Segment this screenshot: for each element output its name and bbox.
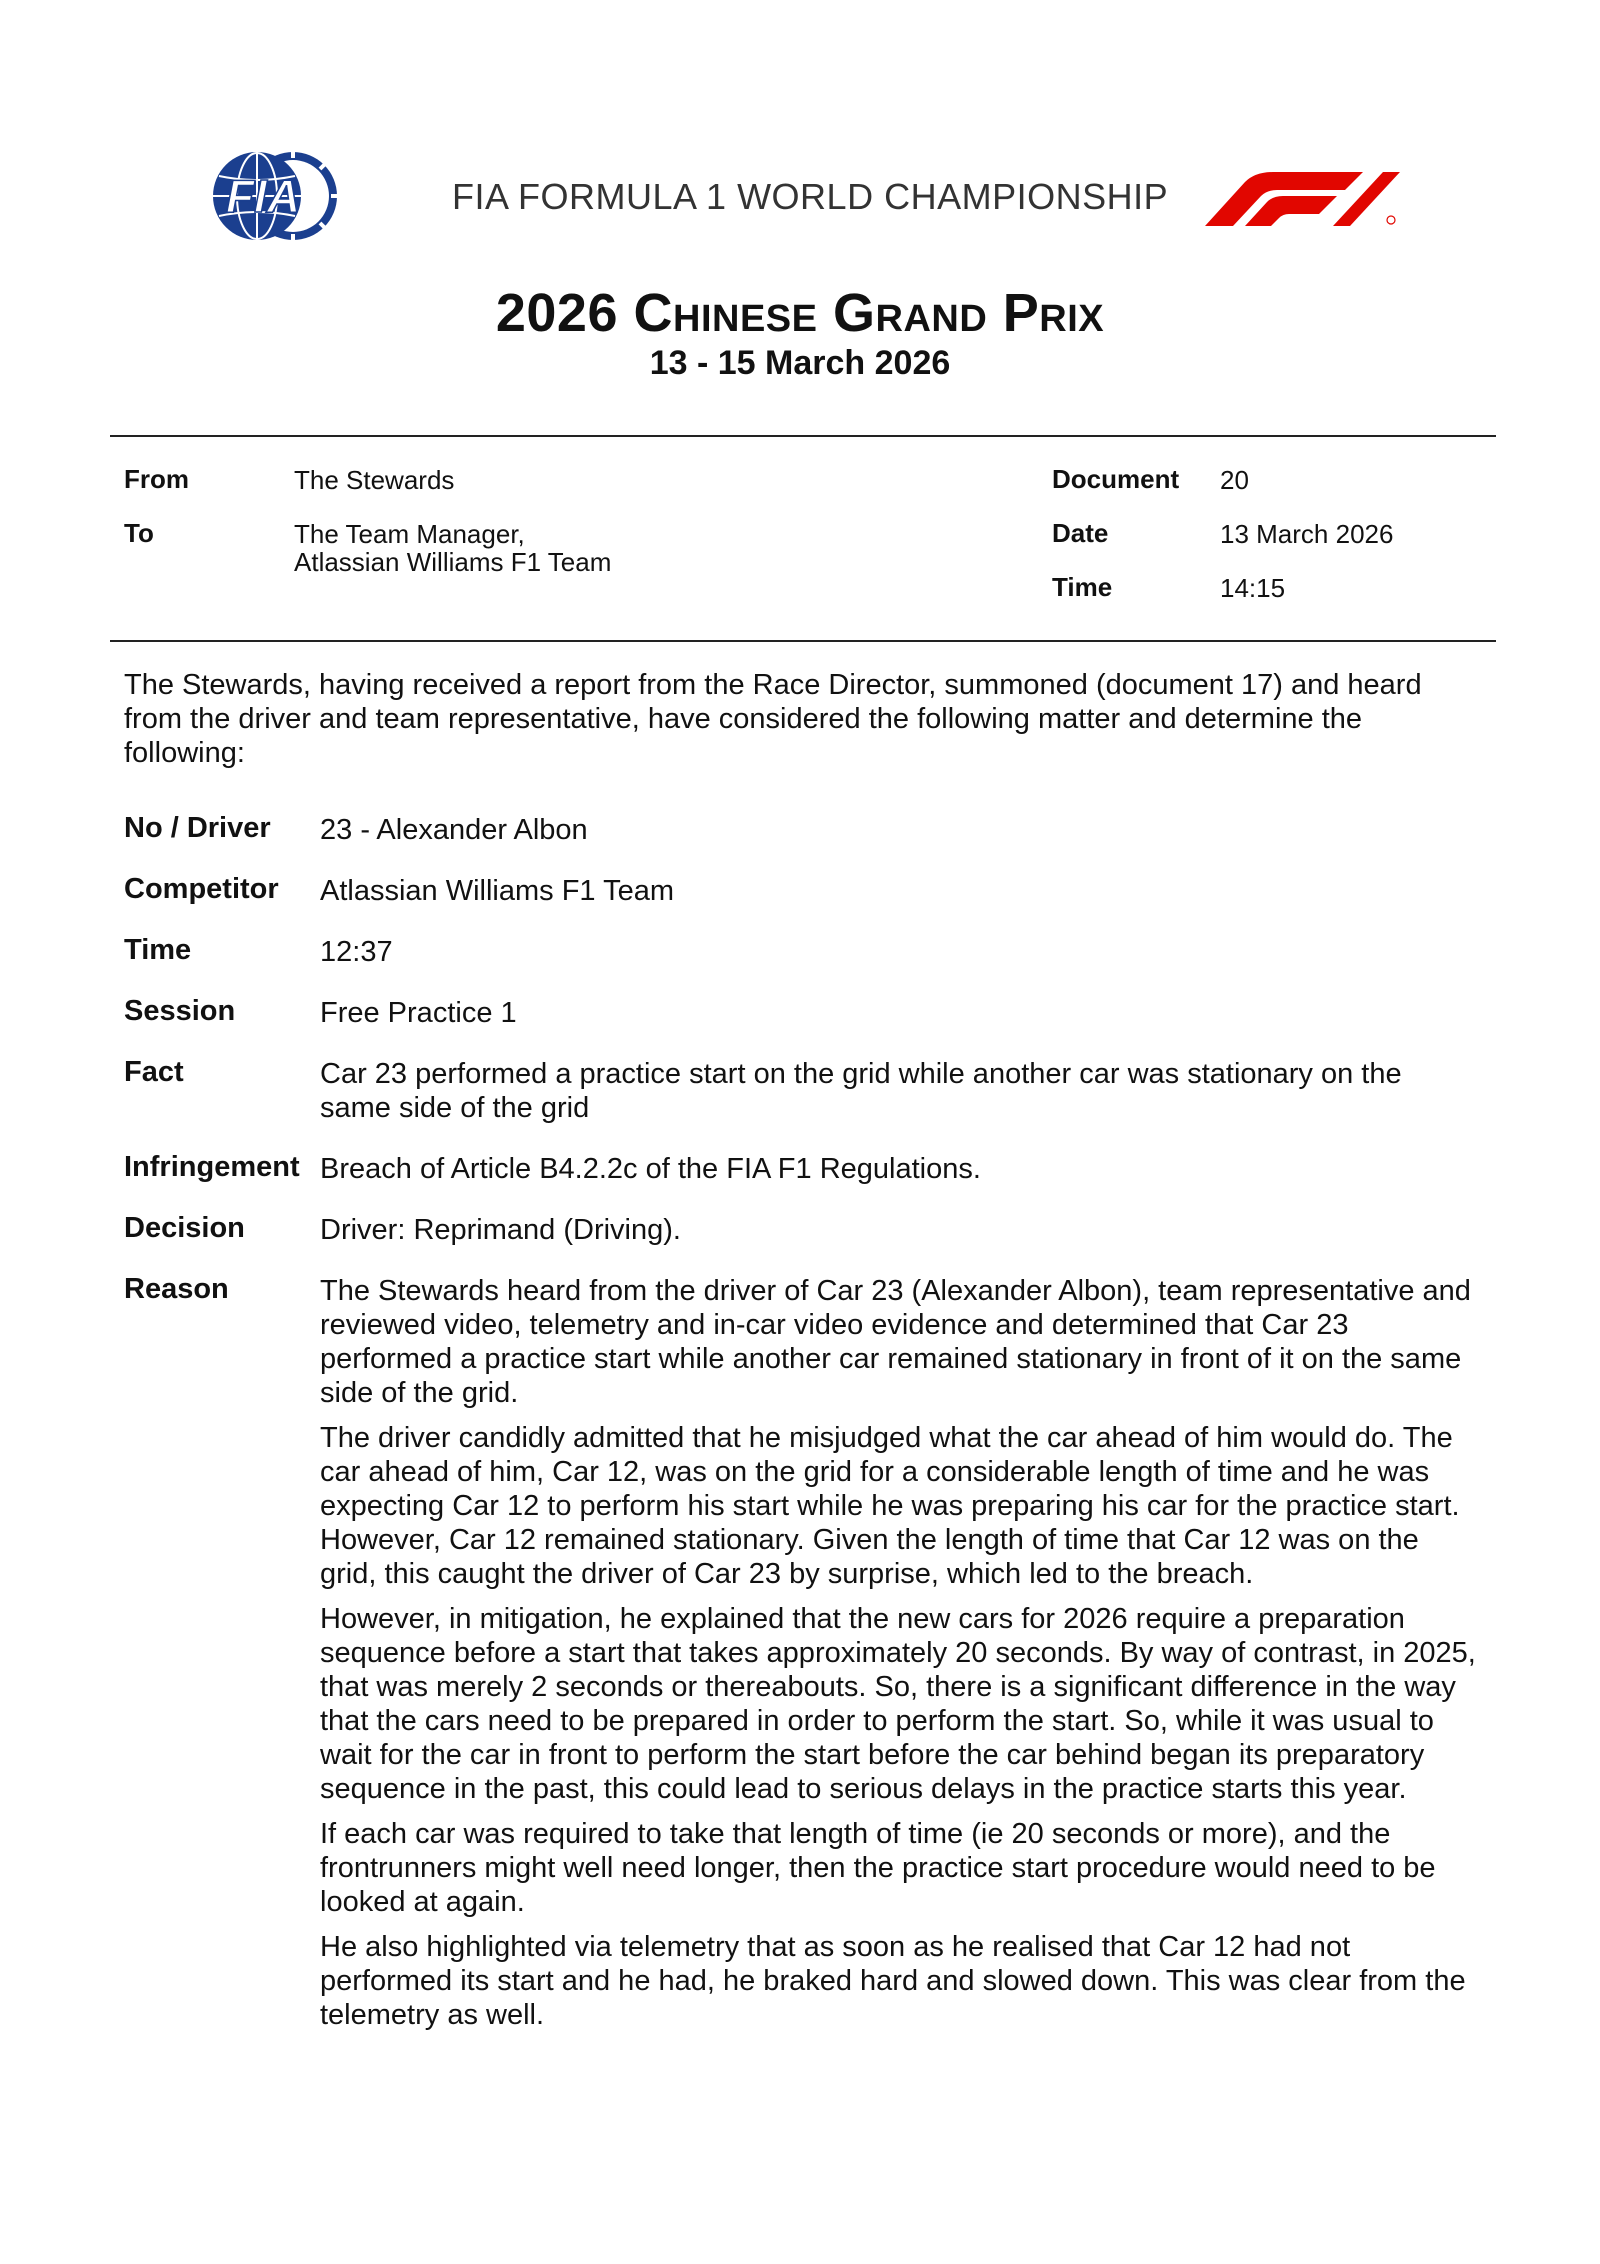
date-label: Date <box>1052 518 1109 548</box>
reason-paragraph: The driver candidly admitted that he misjudged what the car ahead of him would do. The car ahead of him, Car 12, was on the grid for a considerable length of time and he was expecting Car 12 to perform his start while he was preparing his car for the practice start. However, Car 12 remained stationary. Given the length of time that Car 12 was on the grid, this caught the driver of Car 23 by surprise, which led to the breach. <box>320 1422 1460 1590</box>
from-value: The Stewards <box>294 465 455 495</box>
time-label: Time <box>1052 572 1113 602</box>
time-occurred-label: Time <box>124 934 192 966</box>
to-value-line1: The Team Manager, <box>294 519 525 549</box>
header-divider <box>110 435 1496 437</box>
intro-paragraph: The Stewards, having received a report from the Race Director, summoned (document 17) and heard from the driver and team representative, have considered the following matter and determine the following: <box>124 669 1422 769</box>
reason-body <box>320 1274 1480 2043</box>
reason-paragraph: He also highlighted via telemetry that as soon as he realised that Car 12 had not performed its start and he had, he braked hard and slowed down. This was clear from the telemetry as well. <box>320 1931 1466 2031</box>
memo-divider <box>110 640 1496 642</box>
event-dates: 13 - 15 March 2026 <box>649 344 951 382</box>
decision-value: Driver: Reprimand (Driving). <box>320 1214 681 1246</box>
time-value: 14:15 <box>1220 573 1286 603</box>
document-label: Document <box>1052 464 1180 494</box>
competitor-value: Atlassian Williams F1 Team <box>320 875 675 907</box>
session-value: Free Practice 1 <box>320 997 517 1029</box>
championship-title: FIA FORMULA 1 WORLD CHAMPIONSHIP <box>452 176 1169 217</box>
fia-logo-text: FIA <box>225 170 301 222</box>
decision-label: Decision <box>124 1212 245 1244</box>
to-value <box>294 520 611 576</box>
f1-logo <box>1205 170 1400 226</box>
reason-label: Reason <box>124 1273 229 1305</box>
reason-paragraph: The Stewards heard from the driver of Car 23 (Alexander Albon), team representative and reviewed video, telemetry and in-car video evidence and determined that Car 23 performed a practice start while another car remained stationary in front of it on the same side of the grid. <box>320 1275 1471 1409</box>
to-label: To <box>124 518 154 548</box>
document-value: 20 <box>1220 465 1249 495</box>
fact-value: Car 23 performed a practice start on the grid while another car was stationary on the same side of the grid <box>320 1058 1402 1124</box>
infringement-value: Breach of Article B4.2.2c of the FIA F1 Regulations. <box>320 1153 981 1185</box>
date-value: 13 March 2026 <box>1220 519 1394 549</box>
from-label: From <box>124 464 189 494</box>
event-year: 2026 <box>495 283 618 343</box>
fact-label: Fact <box>124 1056 184 1088</box>
session-label: Session <box>124 995 236 1027</box>
competitor-label: Competitor <box>124 873 279 905</box>
reason-paragraph: If each car was required to take that length of time (ie 20 seconds or more), and the frontrunners might well need longer, then the practice start procedure would need to be looked at again. <box>320 1818 1436 1918</box>
driver-label: No / Driver <box>124 812 271 844</box>
to-value-line2: Atlassian Williams F1 Team <box>294 547 612 577</box>
event-name: Chinese Grand Prix <box>633 283 1105 343</box>
reason-paragraph: However, in mitigation, he explained that the new cars for 2026 require a preparation sequence before a start that takes approximately 20 seconds. By way of contrast, in 2025, that was merely 2 seconds or thereabouts. So, there is a significant difference in the way that the cars need to be prepared in order to perform the start. So, while it was usual to wait for the car in front to perform the start before the car behind began its preparatory sequence in the past, this could lead to serious delays in the practice starts this year. <box>320 1603 1476 1805</box>
time-occurred-value: 12:37 <box>320 936 393 968</box>
driver-value: 23 - Alexander Albon <box>320 814 588 846</box>
fia-logo <box>205 148 343 244</box>
infringement-label: Infringement <box>124 1151 300 1183</box>
event-title <box>0 282 1600 344</box>
